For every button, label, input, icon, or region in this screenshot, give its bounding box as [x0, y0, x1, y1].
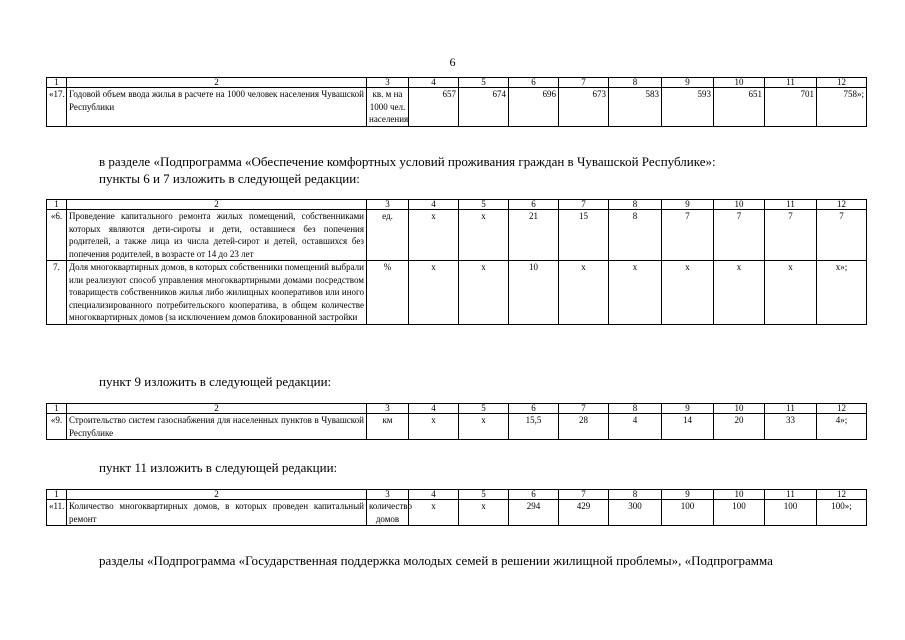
col-header: 8	[609, 200, 662, 210]
value-cell: 701	[765, 88, 817, 127]
col-header: 11	[765, 78, 817, 88]
column-number-row	[47, 490, 867, 500]
col-header: 12	[817, 404, 867, 414]
value-cell: 429	[559, 500, 609, 526]
item-name: Строительство систем газоснабжения для населенных пунктов в Чувашской Республике	[67, 414, 367, 440]
col-header: 5	[459, 404, 509, 414]
paragraph-instruction: пункт 9 изложить в следующей редакции:	[99, 374, 332, 389]
col-header: 4	[409, 78, 459, 88]
col-header: 8	[609, 78, 662, 88]
col-header: 8	[609, 490, 662, 500]
col-header: 6	[509, 200, 559, 210]
value-cell: 7	[765, 210, 817, 261]
value-cell: 673	[559, 88, 609, 127]
item-name: Доля многоквартирных домов, в которых собственники помещений выбрали или реализуют способ управления многоквартирными домами посредством товариществ собственников жилья либо жилищных кооперативов или иного специализированного потребительского кооператива, в общем количестве многоквартирных домов (за исключением домов блокированной застройки	[67, 261, 367, 325]
value-cell: 300	[609, 500, 662, 526]
value-cell: 696	[509, 88, 559, 127]
value-cell: х	[459, 261, 509, 325]
value-cell: 14	[662, 414, 714, 440]
paragraph-section-heading: в разделе «Подпрограмма «Обеспечение комфортных условий проживания граждан в Чувашской Республике»:	[99, 154, 716, 169]
value-cell: х	[409, 500, 459, 526]
col-header: 4	[409, 490, 459, 500]
value-cell: 7	[662, 210, 714, 261]
col-header: 10	[714, 490, 765, 500]
col-header: 10	[714, 200, 765, 210]
value-cell: х	[559, 261, 609, 325]
value-cell: 8	[609, 210, 662, 261]
value-cell: х»;	[817, 261, 867, 325]
col-header: 5	[459, 490, 509, 500]
indicator-table-9	[46, 403, 867, 440]
col-header: 2	[67, 404, 367, 414]
col-header: 9	[662, 78, 714, 88]
col-header: 12	[817, 78, 867, 88]
indicator-table-17	[46, 77, 867, 127]
paragraph-instruction: пункт 11 изложить в следующей редакции:	[99, 460, 338, 475]
value-cell: 21	[509, 210, 559, 261]
col-header: 7	[559, 78, 609, 88]
col-header: 12	[817, 200, 867, 210]
col-header: 9	[662, 490, 714, 500]
col-header: 9	[662, 200, 714, 210]
value-cell: 758»;	[817, 88, 867, 127]
value-cell: 583	[609, 88, 662, 127]
value-cell: 100	[765, 500, 817, 526]
col-header: 8	[609, 404, 662, 414]
item-number: «17.	[47, 88, 67, 127]
value-cell: 7	[817, 210, 867, 261]
value-cell: 20	[714, 414, 765, 440]
indicator-table-11	[46, 489, 867, 526]
page-number: 6	[449, 55, 456, 69]
paragraph-instruction: пункты 6 и 7 изложить в следующей редакции:	[99, 171, 360, 186]
value-cell: 100	[662, 500, 714, 526]
table-row	[47, 88, 867, 127]
paragraph-sections: разделы «Подпрограмма «Государственная поддержка молодых семей в решении жилищной проблемы», «Подпрограмма	[99, 553, 773, 568]
col-header: 3	[367, 490, 409, 500]
item-number: «6.	[47, 210, 67, 261]
value-cell: 28	[559, 414, 609, 440]
value-cell: х	[409, 210, 459, 261]
value-cell: 100»;	[817, 500, 867, 526]
col-header: 5	[459, 78, 509, 88]
value-cell: 651	[714, 88, 765, 127]
value-cell: 657	[409, 88, 459, 127]
col-header: 3	[367, 200, 409, 210]
value-cell: 100	[714, 500, 765, 526]
value-cell: х	[765, 261, 817, 325]
col-header: 6	[509, 78, 559, 88]
col-header: 6	[509, 404, 559, 414]
item-number: «11.	[47, 500, 67, 526]
col-header: 5	[459, 200, 509, 210]
column-number-row	[47, 200, 867, 210]
value-cell: 33	[765, 414, 817, 440]
col-header: 6	[509, 490, 559, 500]
col-header: 10	[714, 404, 765, 414]
col-header: 2	[67, 200, 367, 210]
col-header: 11	[765, 200, 817, 210]
value-cell: х	[459, 414, 509, 440]
item-name: Количество многоквартирных домов, в которых проведен капитальный ремонт	[67, 500, 367, 526]
value-cell: 7	[714, 210, 765, 261]
value-cell: 4	[609, 414, 662, 440]
unit: количество домов	[367, 500, 409, 526]
col-header: 11	[765, 404, 817, 414]
value-cell: х	[459, 210, 509, 261]
col-header: 2	[67, 490, 367, 500]
unit: ед.	[367, 210, 409, 261]
value-cell: 294	[509, 500, 559, 526]
item-number: «9.	[47, 414, 67, 440]
value-cell: 15	[559, 210, 609, 261]
value-cell: 15,5	[509, 414, 559, 440]
col-header: 1	[47, 78, 67, 88]
table-row	[47, 500, 867, 526]
table-row	[47, 414, 867, 440]
col-header: 10	[714, 78, 765, 88]
col-header: 7	[559, 404, 609, 414]
item-name: Годовой объем ввода жилья в расчете на 1000 человек населения Чувашской Республики	[67, 88, 367, 127]
col-header: 1	[47, 200, 67, 210]
item-name: Проведение капитального ремонта жилых помещений, собственниками которых являются дети-сироты и дети, оставшиеся без попечения родителей, а также лица из числа детей-сирот и детей, оставшихся без попечения родителей, в возрасте от 14 до 23 лет	[67, 210, 367, 261]
col-header: 3	[367, 78, 409, 88]
table-row	[47, 210, 867, 261]
column-number-row	[47, 404, 867, 414]
col-header: 4	[409, 404, 459, 414]
value-cell: х	[459, 500, 509, 526]
value-cell: 4»;	[817, 414, 867, 440]
col-header: 4	[409, 200, 459, 210]
item-number: 7.	[47, 261, 67, 325]
col-header: 7	[559, 490, 609, 500]
value-cell: х	[609, 261, 662, 325]
col-header: 1	[47, 404, 67, 414]
value-cell: х	[662, 261, 714, 325]
value-cell: 674	[459, 88, 509, 127]
value-cell: 593	[662, 88, 714, 127]
column-number-row	[47, 78, 867, 88]
unit: кв. м на 1000 чел. населения	[367, 88, 409, 127]
value-cell: х	[409, 261, 459, 325]
col-header: 11	[765, 490, 817, 500]
indicator-table-6-7	[46, 199, 867, 325]
col-header: 2	[67, 78, 367, 88]
col-header: 9	[662, 404, 714, 414]
col-header: 3	[367, 404, 409, 414]
value-cell: 10	[509, 261, 559, 325]
col-header: 7	[559, 200, 609, 210]
unit: %	[367, 261, 409, 325]
value-cell: х	[409, 414, 459, 440]
value-cell: х	[714, 261, 765, 325]
unit: км	[367, 414, 409, 440]
col-header: 12	[817, 490, 867, 500]
table-row	[47, 261, 867, 325]
col-header: 1	[47, 490, 67, 500]
